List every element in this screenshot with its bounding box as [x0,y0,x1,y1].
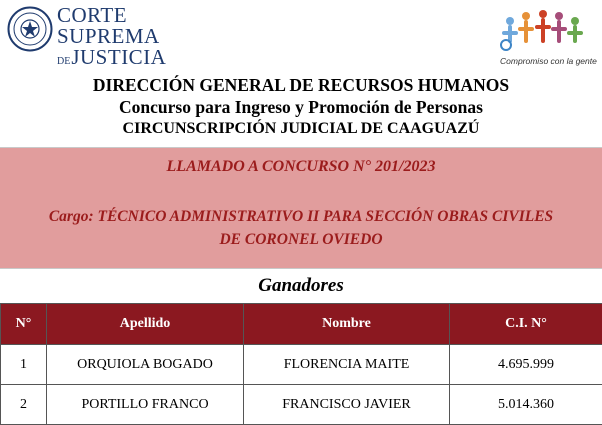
table-header-row [1,304,602,345]
title-contest: Concurso para Ingreso y Promoción de Personas [0,96,602,118]
brand-line-suprema: SUPREMA [57,26,166,47]
brand-de: DE [57,56,70,67]
page-header [0,0,602,70]
cell-name: FLORENCIA MAITE [244,345,450,385]
cell-number: 1 [1,345,47,385]
title-circumscription: CIRCUNSCRIPCIÓN JUDICIAL DE CAAGUAZÚ [0,118,602,140]
commitment-logo [496,7,592,69]
position-line-1: Cargo: TÉCNICO ADMINISTRATIVO II PARA SECCIÓN OBRAS CIVILES [10,205,592,228]
contest-banner [0,147,602,269]
court-seal-icon [7,6,53,52]
title-direction: DIRECCIÓN GENERAL DE RECURSOS HUMANOS [0,74,602,96]
logo-tagline: Compromiso con la gente [500,56,597,66]
cell-number: 2 [1,385,47,425]
column-header-number: N° [1,304,47,345]
column-header-name: Nombre [244,304,450,345]
winners-heading: Ganadores [0,275,602,297]
people-group-icon [496,7,592,57]
position-description [10,205,592,251]
court-brand-wordmark [57,5,166,68]
column-header-id: C.I. N° [450,304,602,345]
brand-line-justicia: JUSTICIA [71,45,166,69]
position-line-2: DE CORONEL OVIEDO [10,228,592,251]
brand-line-corte: CORTE [57,5,166,26]
column-header-surname: Apellido [47,304,244,345]
document-titles [0,74,602,140]
winners-table [0,303,602,425]
cell-name: FRANCISCO JAVIER [244,385,450,425]
table-row [1,345,602,385]
cell-surname: PORTILLO FRANCO [47,385,244,425]
cell-surname: ORQUIOLA BOGADO [47,345,244,385]
cell-id: 5.014.360 [450,385,602,425]
table-row [1,385,602,425]
cell-id: 4.695.999 [450,345,602,385]
contest-call-number: LLAMADO A CONCURSO N° 201/2023 [0,158,602,176]
